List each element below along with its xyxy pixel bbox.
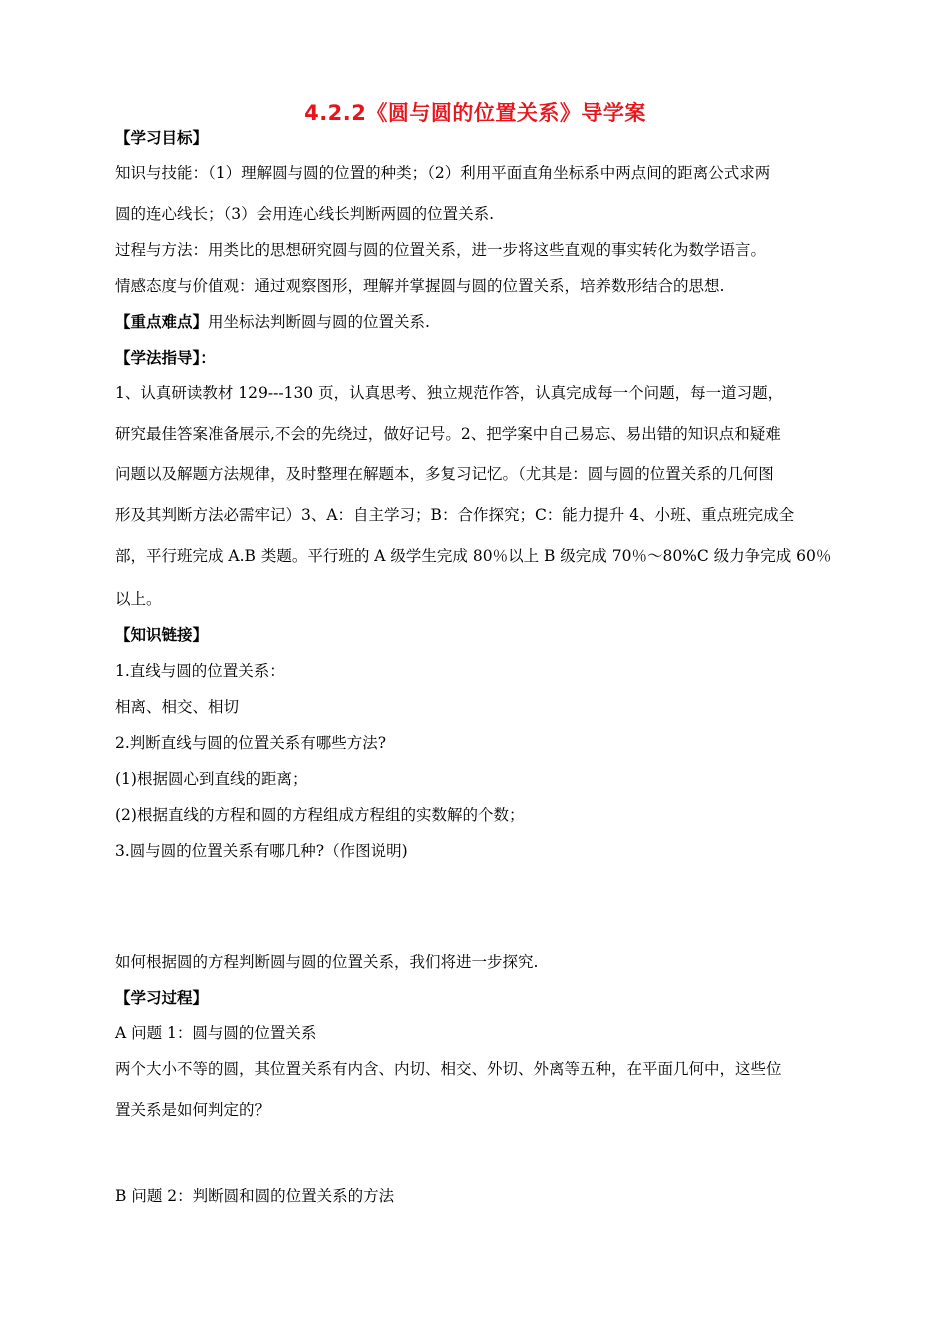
goal-line: 圆的连心线长；（3）会用连心线长判断两圆的位置关系. (115, 205, 495, 223)
goal-line: 过程与方法：用类比的思想研究圆与圆的位置关系，进一步将这些直观的事实转化为数学语言。 (115, 241, 767, 259)
goal-line: 情感态度与价值观：通过观察图形，理解并掌握圆与圆的位置关系，培养数形结合的思想. (115, 277, 725, 295)
transition-text: 如何根据圆的方程判断圆与圆的位置关系，我们将进一步探究. (115, 953, 539, 971)
goal-heading: 【学习目标】 (115, 129, 209, 147)
key-heading: 【重点难点】 (115, 313, 209, 331)
link-line: 1.直线与圆的位置关系： (115, 662, 285, 680)
link-line: (1)根据圆心到直线的距离； (115, 770, 308, 788)
method-line: 形及其判断方法必需牢记）3、A：自主学习；B：合作探究；C：能力提升 4、小班、重点班完成全 (115, 506, 795, 524)
method-line: 以上。 (115, 590, 162, 608)
goal-line: 知识与技能：（1）理解圆与圆的位置的种类；（2）利用平面直角坐标系中两点间的距离公式求两 (115, 164, 771, 182)
link-line: 3.圆与圆的位置关系有哪几种?（作图说明) (115, 842, 408, 860)
method-line: 研究最佳答案准备展示,不会的先绕过，做好记号。2、把学案中自己易忘、易出错的知识点和疑难 (115, 425, 781, 443)
key-text: 用坐标法判断圆与圆的位置关系. (208, 313, 430, 331)
link-line: (2)根据直线的方程和圆的方程组成方程组的实数解的个数； (115, 806, 525, 824)
method-line: 1、认真研读教材 129---130 页，认真思考、独立规范作答，认真完成每一个问题，每一道习题， (115, 384, 784, 402)
link-line: 2.判断直线与圆的位置关系有哪些方法? (115, 734, 387, 752)
method-line: 部，平行班完成 A.B 类题。平行班的 A 级学生完成 80％以上 B 级完成 70％～80%C 级力争完成 60％ (115, 547, 832, 565)
method-line: 问题以及解题方法规律，及时整理在解题本，多复习记忆。（尤其是：圆与圆的位置关系的几何图 (115, 465, 774, 483)
key-points (115, 312, 840, 332)
link-heading: 【知识链接】 (115, 626, 209, 644)
method-heading: 【学法指导】： (115, 349, 216, 367)
link-line: 相离、相交、相切 (115, 698, 240, 716)
process-heading: 【学习过程】 (115, 989, 209, 1007)
question-1-line: 置关系是如何判定的？ (115, 1101, 271, 1119)
question-2-title: B 问题 2：判断圆和圆的位置关系的方法 (115, 1187, 395, 1205)
document-title: 4.2.2《圆与圆的位置关系》导学案 (304, 101, 646, 125)
question-1-line: 两个大小不等的圆，其位置关系有内含、内切、相交、外切、外离等五种，在平面几何中，这些位 (115, 1060, 782, 1078)
question-1-title: A 问题 1：圆与圆的位置关系 (115, 1024, 317, 1042)
